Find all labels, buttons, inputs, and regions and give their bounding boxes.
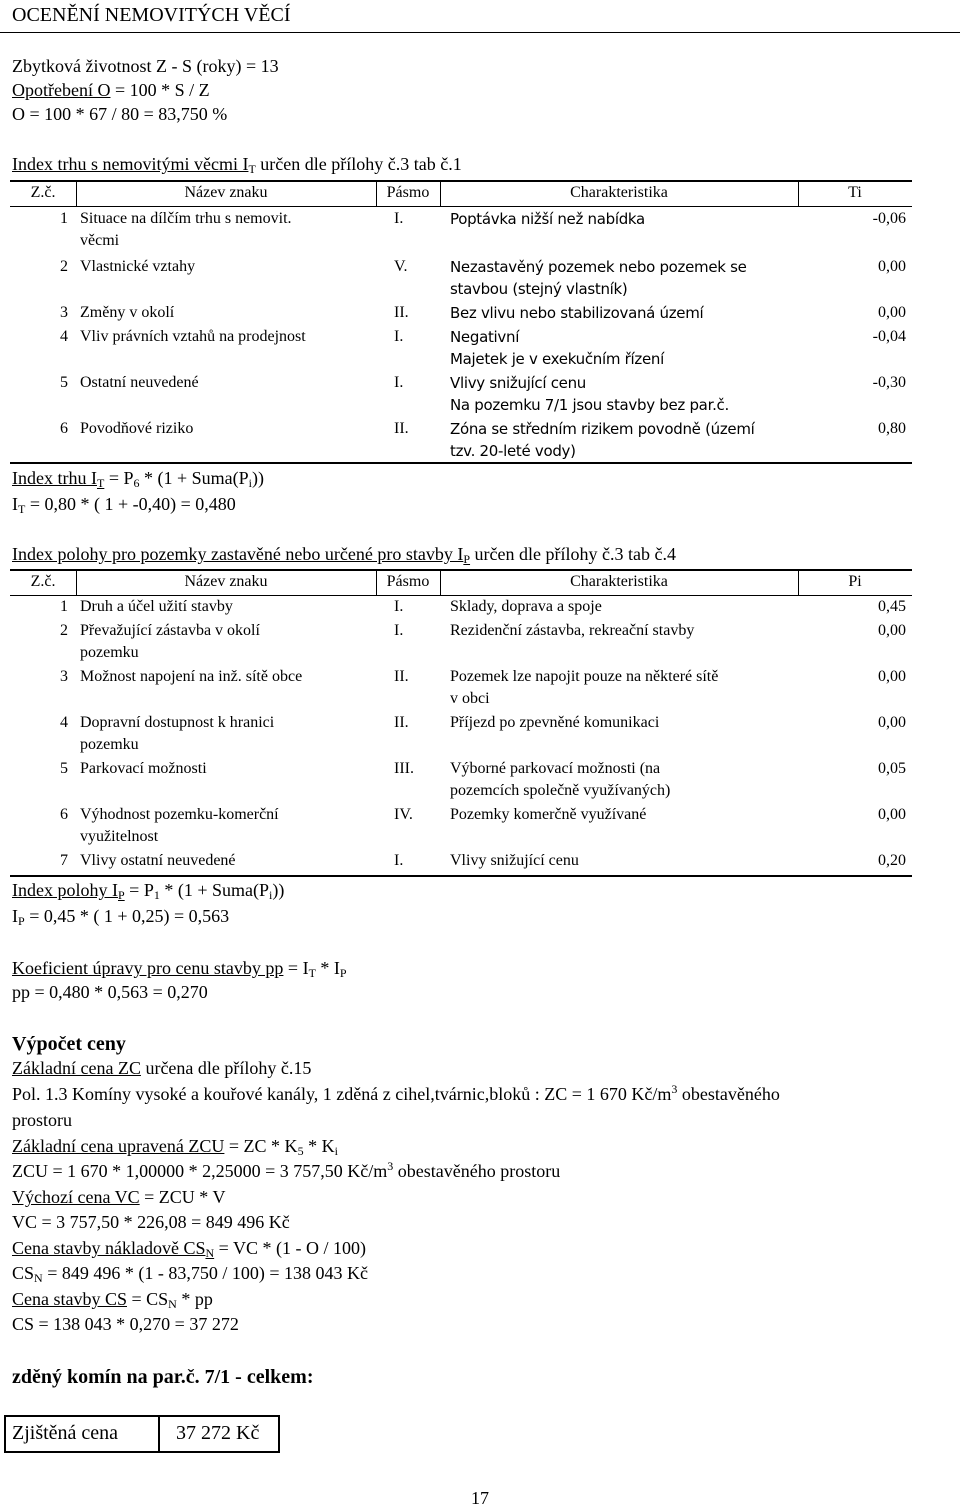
row-charakteristika-cont: v obci	[450, 690, 490, 707]
col-header-pi: Pi	[848, 573, 862, 590]
row-charakteristika: Vlivy snižující cenu	[450, 852, 579, 869]
row-charakteristika: Výborné parkovací možnosti (na	[450, 760, 661, 777]
row-name: Výhodnost pozemku-komerční	[80, 806, 279, 823]
zivotnost-line: Zbytková životnost Z - S (roky) = 13	[12, 56, 279, 76]
row-value: -0,06	[872, 210, 906, 227]
row-charakteristika: Rezidenční zástavba, rekreační stavby	[450, 622, 695, 639]
row-number: 6	[60, 420, 68, 437]
row-number: 2	[60, 258, 68, 275]
row-charakteristika-cont: Majetek je v exekučním řízení	[450, 350, 664, 368]
row-charakteristika-cont: tzv. 20-leté vody)	[450, 442, 576, 460]
row-number: 4	[60, 328, 68, 345]
row-value: 0,00	[878, 304, 906, 321]
pp-calc: pp = 0,480 * 0,563 = 0,270	[12, 982, 208, 1002]
index-trhu-calc: $I_T = 0,80$ * ( 1 + -0,40) = 0,480	[12, 494, 236, 516]
row-number: 4	[60, 714, 68, 731]
row-charakteristika-cont: stavbou (stejný vlastník)	[450, 280, 628, 298]
col-header-charakteristika: Charakteristika	[570, 184, 668, 201]
index-polohy-table	[10, 569, 912, 877]
row-name: Povodňové riziko	[80, 420, 194, 437]
row-name: Parkovací možnosti	[80, 760, 207, 777]
row-charakteristika-cont: Na pozemku 7/1 jsou stavby bez par.č.	[450, 396, 729, 414]
row-pasmo: I.	[394, 852, 404, 869]
row-value: 0,80	[878, 420, 906, 437]
row-charakteristika: Pozemky komerčně využívané	[450, 806, 647, 823]
row-charakteristika: Příjezd po zpevněné komunikaci	[450, 714, 660, 731]
row-charakteristika: Negativní	[450, 328, 520, 346]
pol-line-cont: prostoru	[12, 1110, 72, 1130]
pol-line: Pol. 1.3 Komíny vysoké a kouřové kanály, 1 zděná z cihel,tvárnic,bloků : ZC = 1 670 $Kč/m^3$ obestavěného	[12, 1082, 780, 1104]
row-pasmo: II.	[394, 304, 409, 321]
col-header-zc: Z.č.	[30, 184, 56, 201]
zc-line: Základní cena ZC určena dle přílohy č.15	[12, 1058, 312, 1078]
row-name: Vlivy ostatní neuvedené	[80, 852, 236, 869]
row-pasmo: II.	[394, 714, 409, 731]
page-number: 17	[471, 1488, 489, 1508]
row-pasmo: I.	[394, 622, 404, 639]
cs-calc: CS = 138 043 * 0,270 = 37 272	[12, 1314, 239, 1334]
row-name: Převažující zástavba v okolí	[80, 622, 260, 639]
zjistena-cena-value: 37 272 Kč	[176, 1422, 260, 1444]
zjistena-cena-label: Zjištěná cena	[12, 1422, 119, 1444]
row-pasmo: I.	[394, 374, 404, 391]
pp-formula: Koeficient úpravy pro cenu stavby pp = $I_T * I_P$	[12, 958, 347, 980]
page-header	[0, 2, 960, 33]
row-charakteristika: Nezastavěný pozemek nebo pozemek se	[450, 258, 747, 276]
col-header-nazev: Název znaku	[184, 573, 268, 590]
row-charakteristika: Sklady, doprava a spoje	[450, 598, 602, 615]
index-trhu-formula: Index trhu $I_T = P_6 * (1$ + $Suma(P_i)$)	[12, 468, 264, 490]
zcu-calc: ZCU = 1 670 * 1,00000 * 2,25000 = 3 757,50 $Kč/m^3$ obestavěného prostoru	[12, 1159, 561, 1181]
index-trhu-intro: Index trhu s nemovitými věcmi $I_T$ určen dle přílohy č.3 tab č.1	[12, 154, 462, 176]
row-charakteristika-cont: pozemcích společně využívaných)	[450, 782, 671, 799]
row-number: 3	[60, 668, 68, 685]
row-charakteristika: Zóna se středním rizikem povodně (území	[450, 420, 755, 438]
row-value: 0,00	[878, 806, 906, 823]
row-number: 3	[60, 304, 68, 321]
row-pasmo: III.	[394, 760, 414, 777]
row-name: Vliv právních vztahů na prodejnost	[80, 328, 306, 345]
row-value: 0,05	[878, 760, 906, 777]
row-name: Možnost napojení na inž. sítě obce	[80, 668, 303, 685]
row-name-cont: pozemku	[80, 736, 139, 753]
row-pasmo: I.	[394, 598, 404, 615]
row-number: 6	[60, 806, 68, 823]
index-polohy-intro: Index polohy pro pozemky zastavěné nebo určené pro stavby $I_P$ určen dle přílohy č.3 tab č.4	[12, 544, 676, 566]
cs-formula: Cena stavby CS = $CS_N$ * pp	[12, 1289, 213, 1311]
row-name: Ostatní neuvedené	[80, 374, 199, 391]
row-name-cont: pozemku	[80, 644, 139, 661]
row-value: 0,45	[878, 598, 906, 615]
summary-heading: zděný komín na par.č. 7/1 - celkem:	[12, 1366, 314, 1388]
row-value: -0,04	[872, 328, 906, 345]
row-charakteristika: Pozemek lze napojit pouze na některé sítě	[450, 668, 719, 685]
row-name-cont: využitelnost	[80, 828, 159, 845]
row-number: 1	[60, 598, 68, 615]
col-header-nazev: Název znaku	[184, 184, 268, 201]
row-name: Změny v okolí	[80, 304, 175, 321]
opotrebeni-calc: O = 100 * 67 / 80 = 83,750 %	[12, 104, 228, 124]
row-pasmo: V.	[394, 258, 408, 275]
row-value: 0,00	[878, 258, 906, 275]
row-value: 0,00	[878, 668, 906, 685]
row-charakteristika: Poptávka nižší než nabídka	[450, 210, 645, 228]
vc-formula: Výchozí cena VC = ZCU * V	[12, 1187, 226, 1207]
row-value: 0,00	[878, 714, 906, 731]
zjistena-cena-box	[4, 1415, 280, 1453]
row-pasmo: II.	[394, 420, 409, 437]
row-number: 2	[60, 622, 68, 639]
index-trhu-table	[10, 180, 912, 464]
header-title: OCENĚNÍ NEMOVITÝCH VĚCÍ	[12, 4, 291, 26]
row-pasmo: II.	[394, 668, 409, 685]
vypocet-heading: Výpočet ceny	[12, 1033, 126, 1055]
col-header-pasmo: Pásmo	[386, 573, 430, 590]
row-charakteristika: Bez vlivu nebo stabilizovaná území	[450, 304, 704, 322]
col-header-ti: Ti	[848, 184, 862, 201]
row-number: 7	[60, 852, 68, 869]
row-name: Druh a účel užití stavby	[80, 598, 233, 615]
row-name: Dopravní dostupnost k hranici	[80, 714, 275, 731]
row-charakteristika: Vlivy snižující cenu	[450, 374, 586, 392]
row-value: 0,00	[878, 622, 906, 639]
opotrebeni-formula: Opotřebení O = 100 * S / Z	[12, 80, 210, 100]
row-pasmo: I.	[394, 328, 404, 345]
row-value: 0,20	[878, 852, 906, 869]
csn-formula: Cena stavby nákladově $CS_N$ = VC * (1 - O / 100)	[12, 1238, 366, 1260]
row-name: Situace na dílčím trhu s nemovit.	[80, 210, 292, 227]
row-pasmo: I.	[394, 210, 404, 227]
row-number: 5	[60, 374, 68, 391]
csn-calc: $CS_N = 849$ 496 * (1 - 83,750 / 100) = 138 043 Kč	[12, 1263, 368, 1285]
col-header-pasmo: Pásmo	[386, 184, 430, 201]
zcu-formula: Základní cena upravená ZCU = ZC * $K_5 * K_i$	[12, 1136, 338, 1158]
vc-calc: VC = 3 757,50 * 226,08 = 849 496 Kč	[12, 1212, 290, 1232]
row-number: 5	[60, 760, 68, 777]
row-number: 1	[60, 210, 68, 227]
row-value: -0,30	[872, 374, 906, 391]
col-header-zc: Z.č.	[30, 573, 56, 590]
index-polohy-calc: $I_P = 0,45$ * ( 1 + 0,25) = 0,563	[12, 906, 230, 928]
col-header-charakteristika: Charakteristika	[570, 573, 668, 590]
index-polohy-formula: Index polohy $I_P = P_1 * (1$ + $Suma(P_i)$)	[12, 880, 285, 902]
row-name-cont: věcmi	[80, 232, 120, 249]
row-pasmo: IV.	[394, 806, 413, 823]
row-name: Vlastnické vztahy	[80, 258, 196, 275]
